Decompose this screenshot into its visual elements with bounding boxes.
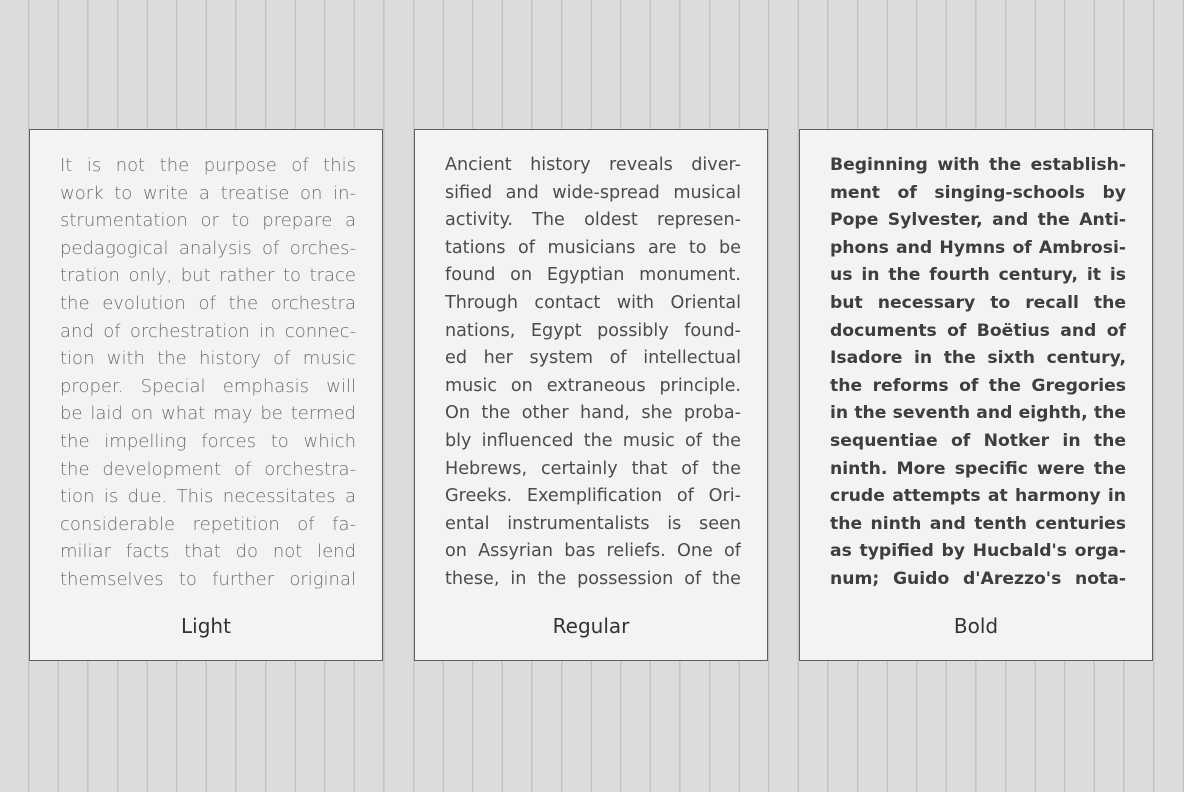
specimen-line: num; Guido d'Arezzo's nota- (830, 568, 1126, 589)
specimen-line: ninth. More specific were the (830, 458, 1126, 479)
specimen-line: found on Egyptian monument. (445, 265, 741, 286)
specimen-line: considerable repetition of fa- (60, 513, 356, 535)
specimen-line: the development of orchestra- (60, 458, 356, 480)
specimen-line: tion with the history of music (60, 348, 356, 370)
specimen-card-light (29, 129, 383, 661)
weight-label-light: Light (181, 614, 231, 638)
specimen-line: Isadore in the sixth century, (830, 348, 1126, 369)
specimen-line: sequentiae of Notker in the (830, 430, 1126, 451)
specimen-line: Greeks. Exemplification of Ori- (445, 486, 741, 507)
specimen-line: On the other hand, she proba- (445, 403, 741, 424)
specimen-card-bold (799, 129, 1153, 661)
specimen-line: Ancient history reveals diver- (445, 155, 741, 175)
specimen-line: tration only, but rather to trace (60, 265, 356, 287)
specimen-line: Beginning with the establish- (830, 155, 1126, 175)
specimen-text-light (60, 152, 356, 592)
specimen-line: work to write a treatise on in- (60, 182, 356, 204)
specimen-line: the evolution of the orchestra (60, 292, 356, 314)
specimen-line: ed her system of intellectual (445, 348, 741, 369)
specimen-line: music on extraneous principle. (445, 375, 741, 396)
specimen-line: but necessary to recall the (830, 292, 1126, 313)
specimen-line: the impelling forces to which (60, 430, 356, 452)
specimen-line: strumentation or to prepare a (60, 210, 356, 232)
specimen-line: us in the fourth century, it is (830, 265, 1126, 286)
specimen-line: ental instrumentalists is seen (445, 513, 741, 534)
specimen-line: the reforms of the Gregories (830, 375, 1126, 396)
weight-label-bold: Bold (953, 614, 999, 638)
specimen-line: bly influenced the music of the (445, 430, 741, 451)
specimen-line: themselves to further original (60, 568, 356, 590)
specimen-line: on Assyrian bas reliefs. One of (445, 541, 741, 562)
specimen-line: It is not the purpose of this (60, 155, 356, 176)
specimen-line: activity. The oldest represen- (445, 210, 741, 231)
specimen-line: Hebrews, certainly that of the (445, 458, 741, 479)
specimen-card-regular (414, 129, 768, 661)
specimen-line: nations, Egypt possibly found- (445, 320, 741, 341)
specimen-line: tion is due. This necessitates a (60, 486, 356, 508)
specimen-line: pedagogical analysis of orches- (60, 237, 356, 259)
specimen-line: be laid on what may be termed (60, 403, 356, 425)
specimen-text-bold (830, 152, 1126, 592)
specimen-line: the ninth and tenth centuries (830, 513, 1126, 534)
specimen-line: proper. Special emphasis will (60, 375, 356, 397)
specimen-line: Pope Sylvester, and the Anti- (830, 210, 1126, 231)
specimen-line: tations of musicians are to be (445, 237, 741, 258)
specimen-line: in the seventh and eighth, the (830, 403, 1126, 424)
specimen-line: ment of singing-schools by (830, 182, 1126, 203)
specimen-line: as typified by Hucbald's orga- (830, 541, 1126, 562)
specimen-line: miliar facts that do not lend (60, 541, 356, 563)
specimen-line: Through contact with Oriental (445, 292, 741, 313)
specimen-line: crude attempts at harmony in (830, 486, 1126, 507)
specimen-line: and of orchestration in connec- (60, 320, 356, 342)
specimen-line: phons and Hymns of Ambrosi- (830, 237, 1126, 258)
weight-label-regular: Regular (552, 614, 630, 638)
specimen-line: documents of Boëtius and of (830, 320, 1126, 341)
specimen-line: sified and wide-spread musical (445, 182, 741, 203)
specimen-text-regular (445, 152, 741, 592)
specimen-line: these, in the possession of the (445, 568, 741, 589)
